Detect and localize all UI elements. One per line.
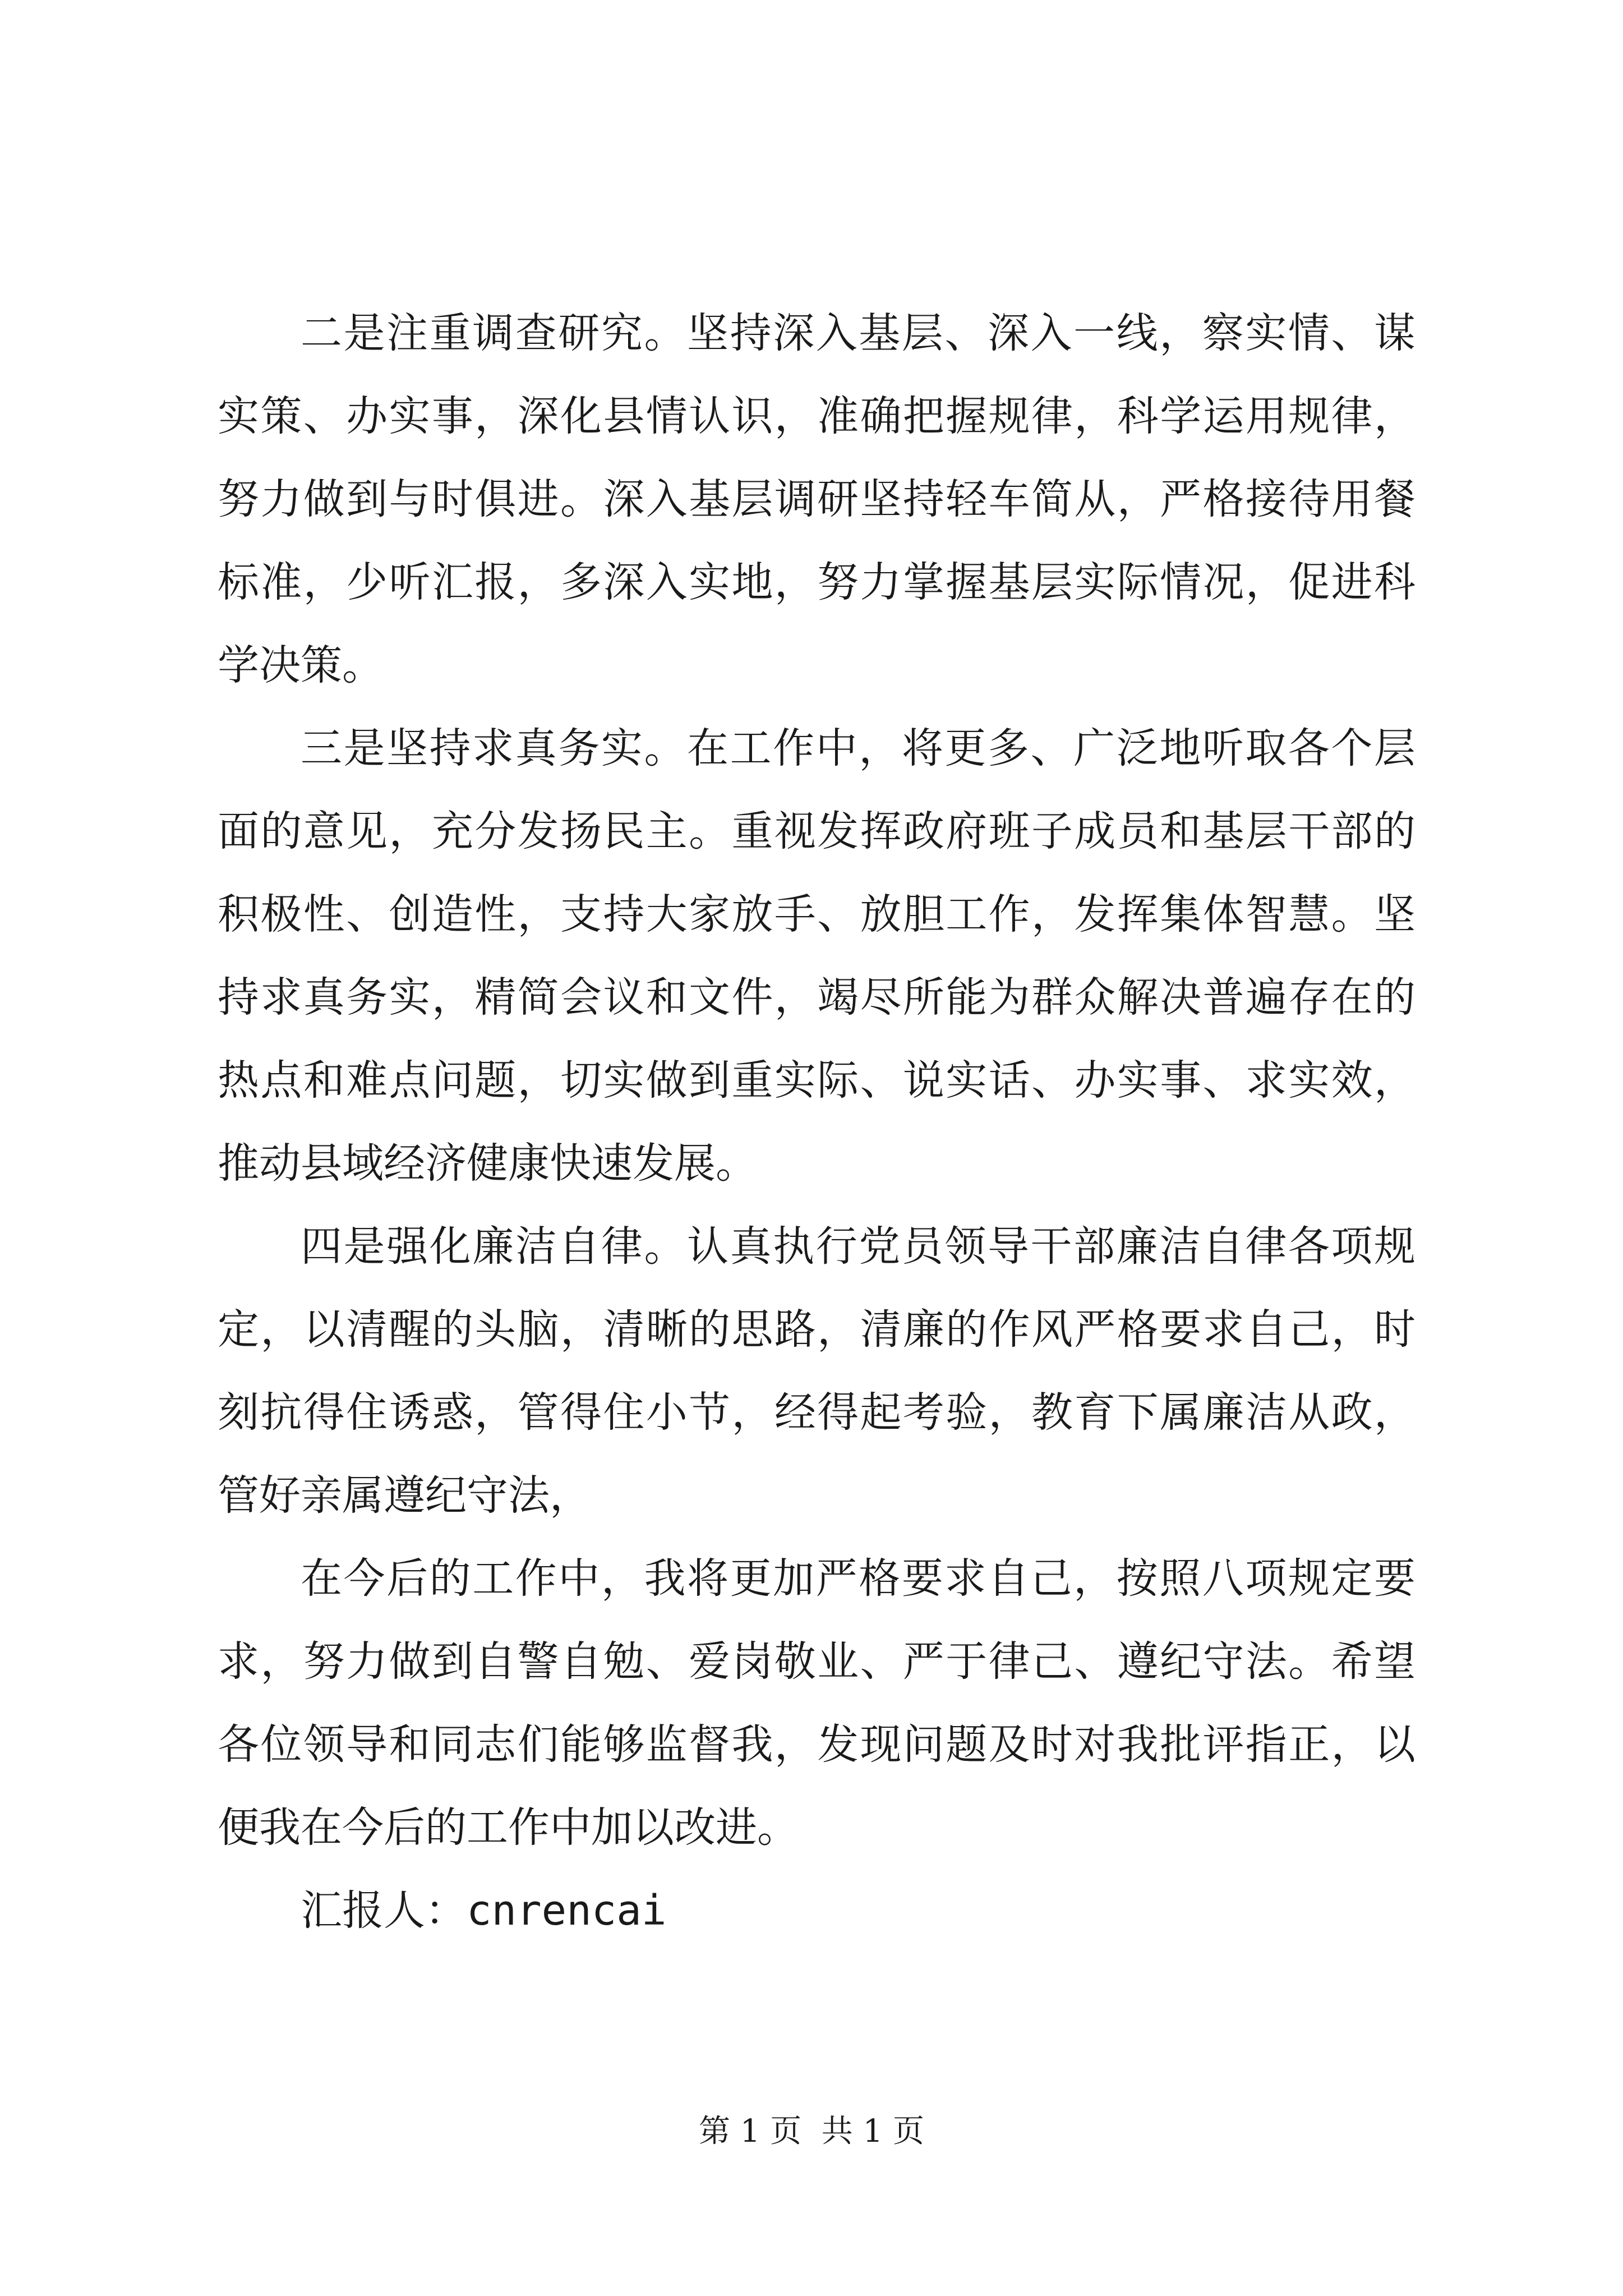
paragraph-future-work: 在今后的工作中，我将更加严格要求自己，按照八项规定要求，努力做到自警自勉、爱岗敬业、严于律己、遵纪守法。希望各位领导和同志们能够监督我，发现问题及时对我批评指正，以便我在今后的工作中加以改进。 <box>218 1554 1415 1852</box>
paragraph-pragmatism: 三是坚持求真务实。在工作中，将更多、广泛地听取各个层面的意见，充分发扬民主。重视发挥政府班子成员和基层干部的积极性、创造性，支持大家放手、放胆工作，发挥集体智慧。坚持求真务实，精简会议和文件，竭尽所能为群众解决普遍存在的热点和难点问题，切实做到重实际、说实话、办实事、求实效，推动县域经济健康快速发展。 <box>218 724 1415 1188</box>
document-body <box>218 292 1415 1952</box>
paragraph-integrity: 四是强化廉洁自律。认真执行党员领导干部廉洁自律各项规定，以清醒的头脑，清晰的思路，清廉的作风严格要求自己，时刻抗得住诱惑，管得住小节，经得起考验，教育下属廉洁从政，管好亲属遵纪守法， <box>218 1222 1415 1520</box>
reporter-signature: 汇报人：cnrencai <box>301 1887 667 1935</box>
page-footer: 第 1 页 共 1 页 <box>698 2113 925 2150</box>
paragraph-investigation: 二是注重调查研究。坚持深入基层、深入一线，察实情、谋实策、办实事，深化县情认识，准确把握规律，科学运用规律，努力做到与时俱进。深入基层调研坚持轻车简从，严格接待用餐标准，少听汇报，多深入实地，努力掌握基层实际情况，促进科学决策。 <box>218 309 1415 689</box>
